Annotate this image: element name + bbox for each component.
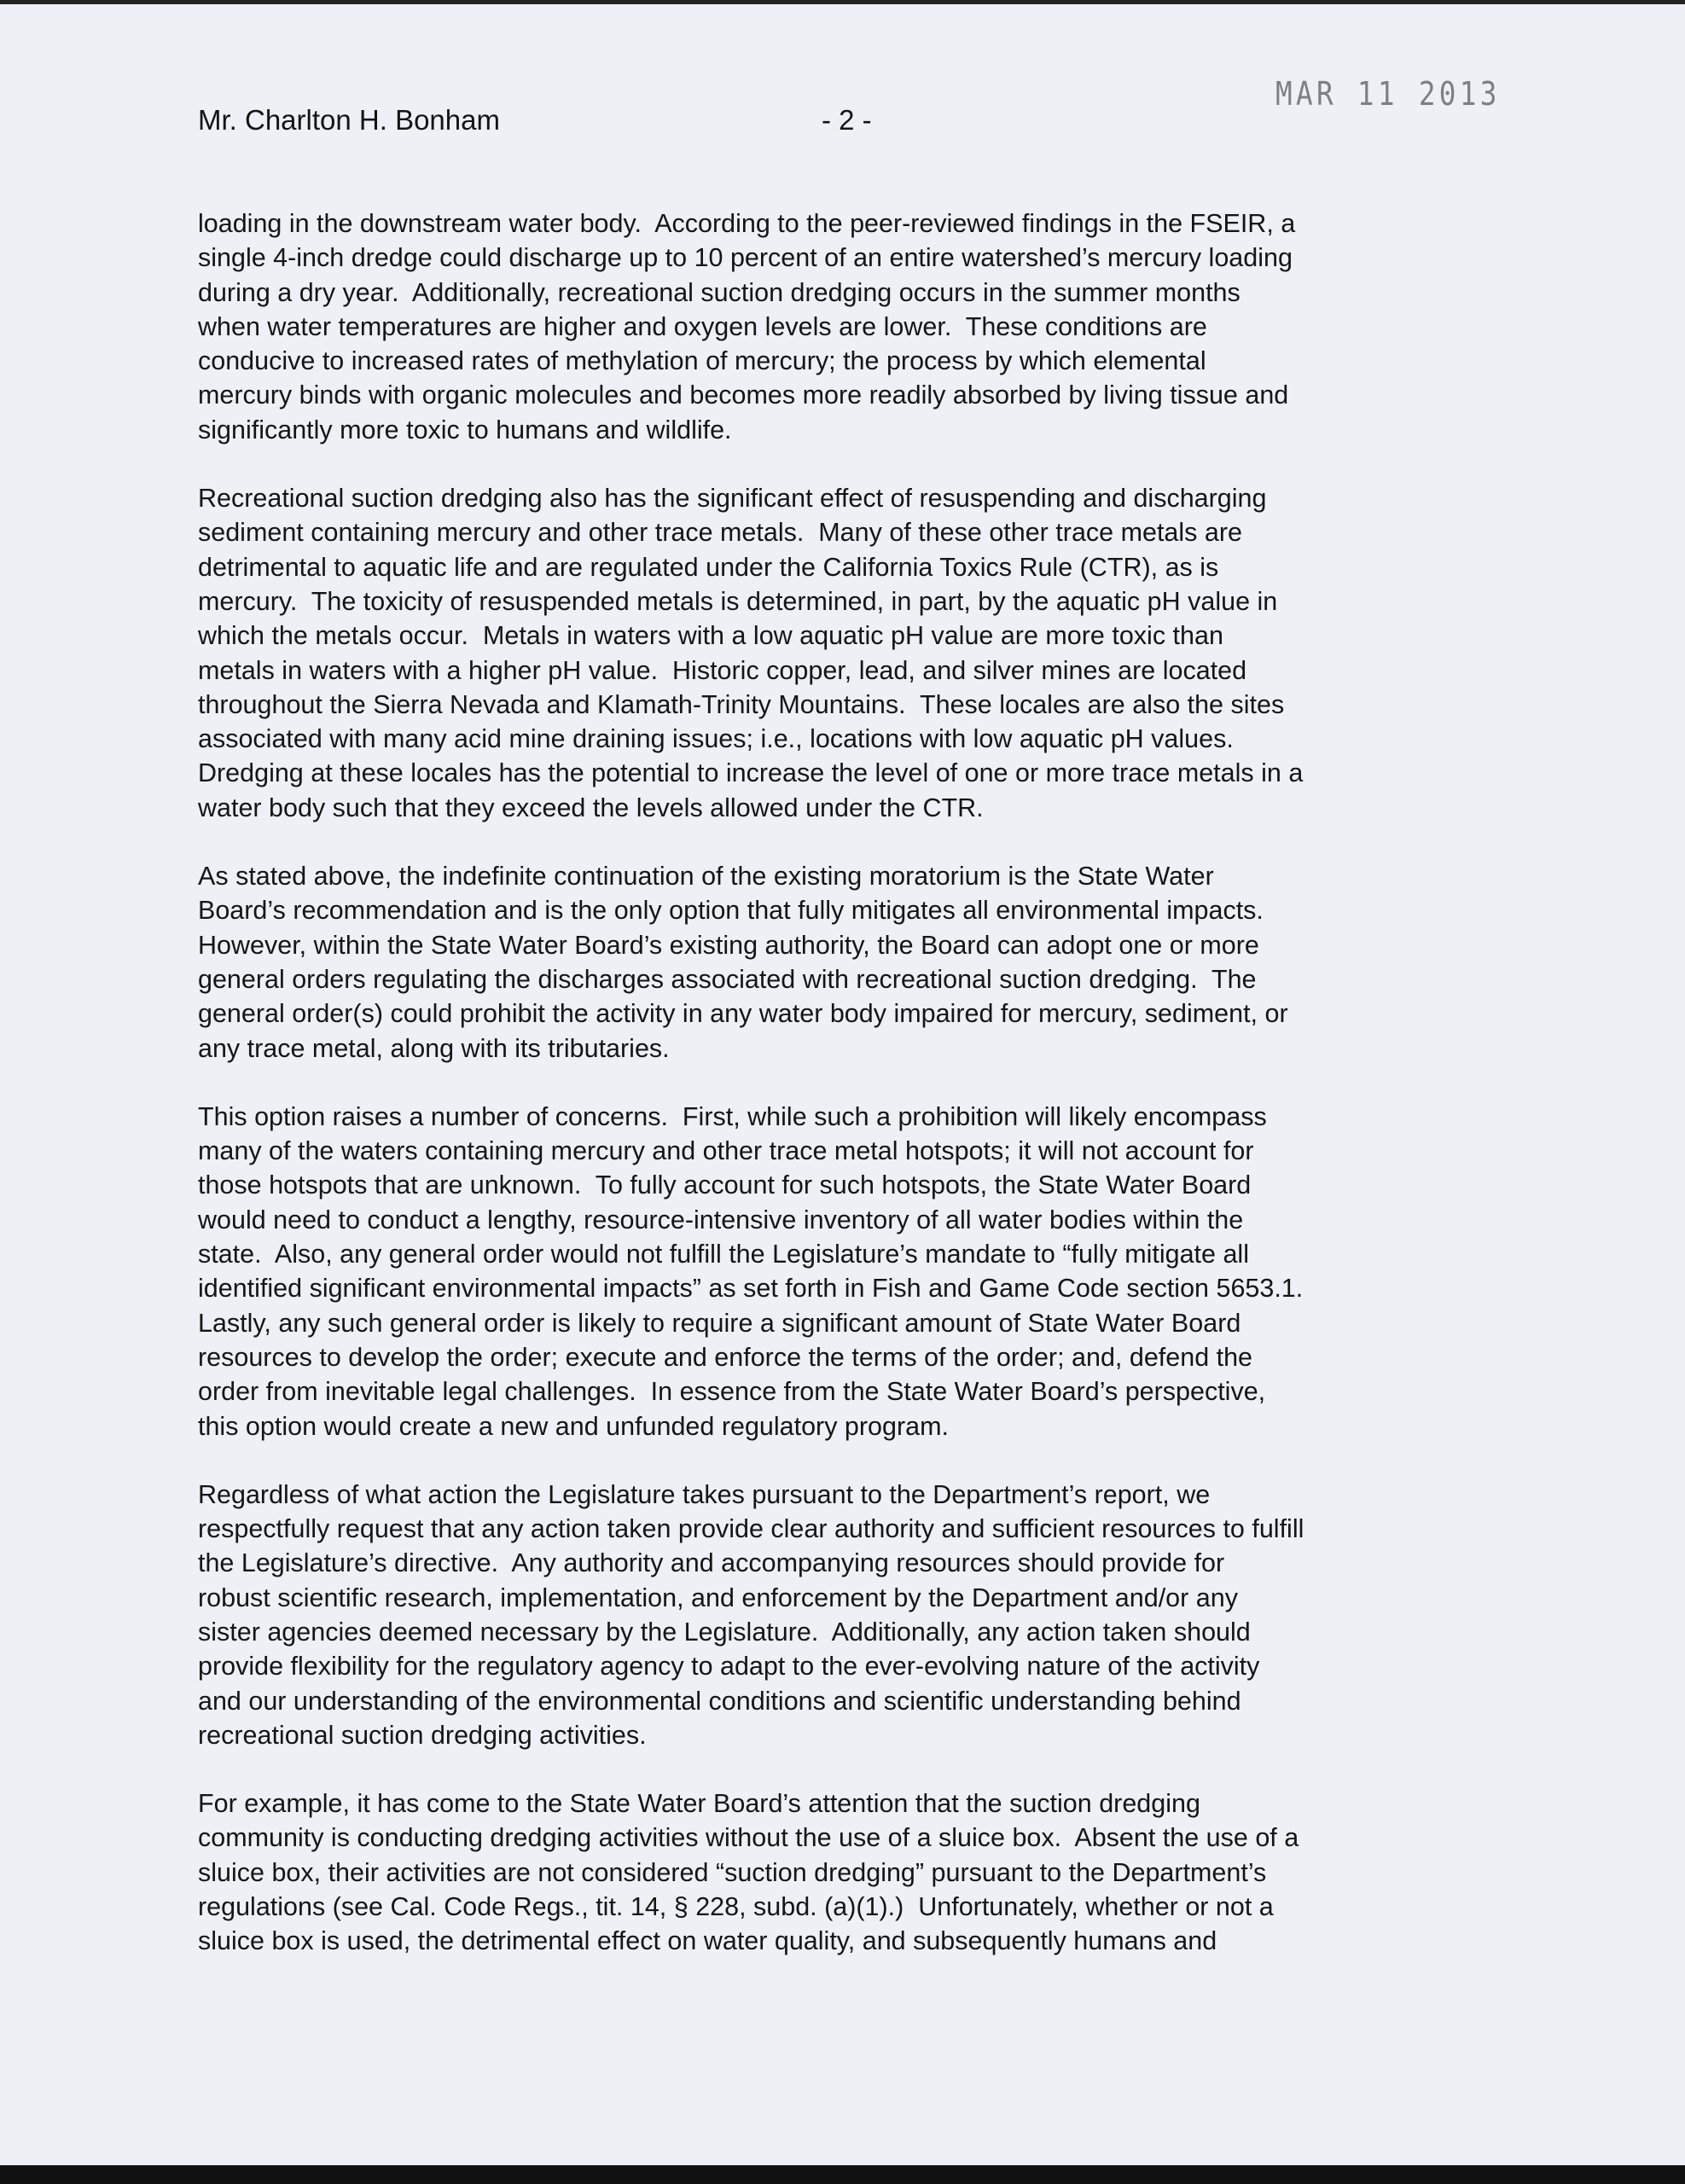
text-line: robust scientific research, implementation, and enforcement by the Department and/or any [198, 1583, 1238, 1612]
text-line: regulations (see Cal. Code Regs., tit. 14, § 228, subd. (a)(1).) Unfortunately, whether or not a [198, 1892, 1274, 1922]
text-line: associated with many acid mine draining issues; i.e., locations with low aquatic pH values. [198, 724, 1234, 754]
text-line: significantly more toxic to humans and wildlife. [198, 415, 732, 444]
text-line: during a dry year. Additionally, recreational suction dredging occurs in the summer months [198, 277, 1241, 307]
text-line: throughout the Sierra Nevada and Klamath-Trinity Mountains. These locales are also the sites [198, 689, 1285, 719]
text-line: many of the waters containing mercury and other trace metal hotspots; it will not account for [198, 1136, 1254, 1166]
text-line: This option raises a number of concerns. First, while such a prohibition will likely encompass [198, 1101, 1267, 1131]
text-line: the Legislature’s directive. Any authority and accompanying resources should provide for [198, 1548, 1225, 1578]
text-line: Recreational suction dredging also has the significant effect of resuspending and discharging [198, 484, 1267, 514]
text-line: detrimental to aquatic life and are regulated under the California Toxics Rule (CTR), as is [198, 552, 1219, 582]
text-line: loading in the downstream water body. According to the peer-reviewed findings in the FSEIR, a [198, 209, 1296, 238]
text-line: sluice box, their activities are not considered “suction dredging” pursuant to the Department’s [198, 1857, 1267, 1887]
text-line: Regardless of what action the Legislature takes pursuant to the Department’s report, we [198, 1479, 1211, 1509]
text-line: Dredging at these locales has the potential to increase the level of one or more trace metals in a [198, 758, 1304, 788]
paragraph [198, 859, 1503, 1066]
letter-header [0, 104, 1685, 142]
text-line: resources to develop the order; execute and enforce the terms of the order; and, defend the [198, 1342, 1253, 1372]
paragraph [198, 206, 1503, 447]
text-line: mercury. The toxicity of resuspended metals is determined, in part, by the aquatic pH value in [198, 586, 1278, 616]
text-line: mercury binds with organic molecules and becomes more readily absorbed by living tissue and [198, 380, 1289, 410]
text-line: which the metals occur. Metals in waters with a low aquatic pH value are more toxic than [198, 621, 1223, 651]
scan-bottom-edge [0, 2165, 1685, 2184]
scan-top-edge [0, 0, 1685, 4]
text-line: those hotspots that are unknown. To fully account for such hotspots, the State Water Board [198, 1170, 1252, 1200]
text-line: single 4-inch dredge could discharge up to 10 percent of an entire watershed’s mercury loading [198, 243, 1293, 273]
text-line: However, within the State Water Board’s existing authority, the Board can adopt one or more [198, 930, 1259, 960]
text-line: sediment containing mercury and other trace metals. Many of these other trace metals are [198, 518, 1242, 548]
page-number: - 2 - [822, 104, 872, 136]
received-date-stamp: MAR 11 2013 [1275, 75, 1501, 113]
text-line: would need to conduct a lengthy, resource-intensive inventory of all water bodies within the [198, 1205, 1244, 1234]
text-line: metals in waters with a higher pH value. Historic copper, lead, and silver mines are located [198, 655, 1247, 685]
paragraph [198, 1478, 1503, 1752]
text-line: Lastly, any such general order is likely to require a significant amount of State Water Board [198, 1308, 1241, 1338]
paragraph [198, 1786, 1503, 1958]
text-line: For example, it has come to the State Water Board’s attention that the suction dredging [198, 1789, 1200, 1819]
text-line: conducive to increased rates of methylation of mercury; the process by which elemental [198, 346, 1206, 376]
text-line: order from inevitable legal challenges. In essence from the State Water Board’s perspective, [198, 1377, 1266, 1407]
letter-body [198, 206, 1503, 1993]
text-line: any trace metal, along with its tributaries. [198, 1033, 670, 1063]
addressee-name: Mr. Charlton H. Bonham [198, 104, 500, 136]
text-line: provide flexibility for the regulatory agency to adapt to the ever-evolving nature of the activity [198, 1652, 1260, 1682]
paragraph [198, 481, 1503, 825]
text-line: general orders regulating the discharges associated with recreational suction dredging. The [198, 964, 1257, 994]
text-line: sluice box is used, the detrimental effect on water quality, and subsequently humans and [198, 1926, 1217, 1956]
text-line: Board’s recommendation and is the only option that fully mitigates all environmental impacts. [198, 896, 1264, 926]
text-line: water body such that they exceed the levels allowed under the CTR. [198, 793, 984, 822]
text-line: sister agencies deemed necessary by the Legislature. Additionally, any action taken should [198, 1617, 1251, 1647]
text-line: when water temperatures are higher and oxygen levels are lower. These conditions are [198, 311, 1207, 341]
text-line: this option would create a new and unfunded regulatory program. [198, 1411, 949, 1441]
text-line: general order(s) could prohibit the activity in any water body impaired for mercury, sediment, or [198, 999, 1288, 1029]
text-line: and our understanding of the environmental conditions and scientific understanding behind [198, 1686, 1241, 1716]
text-line: state. Also, any general order would not fulfill the Legislature’s mandate to “fully mitigate all [198, 1240, 1249, 1269]
text-line: recreational suction dredging activities. [198, 1720, 647, 1750]
text-line: community is conducting dredging activities without the use of a sluice box. Absent the use of a [198, 1823, 1299, 1853]
paragraph [198, 1100, 1503, 1443]
text-line: respectfully request that any action taken provide clear authority and sufficient resources to fulfill [198, 1514, 1304, 1544]
text-line: As stated above, the indefinite continuation of the existing moratorium is the State Water [198, 862, 1214, 892]
text-line: identified significant environmental impacts” as set forth in Fish and Game Code section 5653.1. [198, 1274, 1304, 1304]
